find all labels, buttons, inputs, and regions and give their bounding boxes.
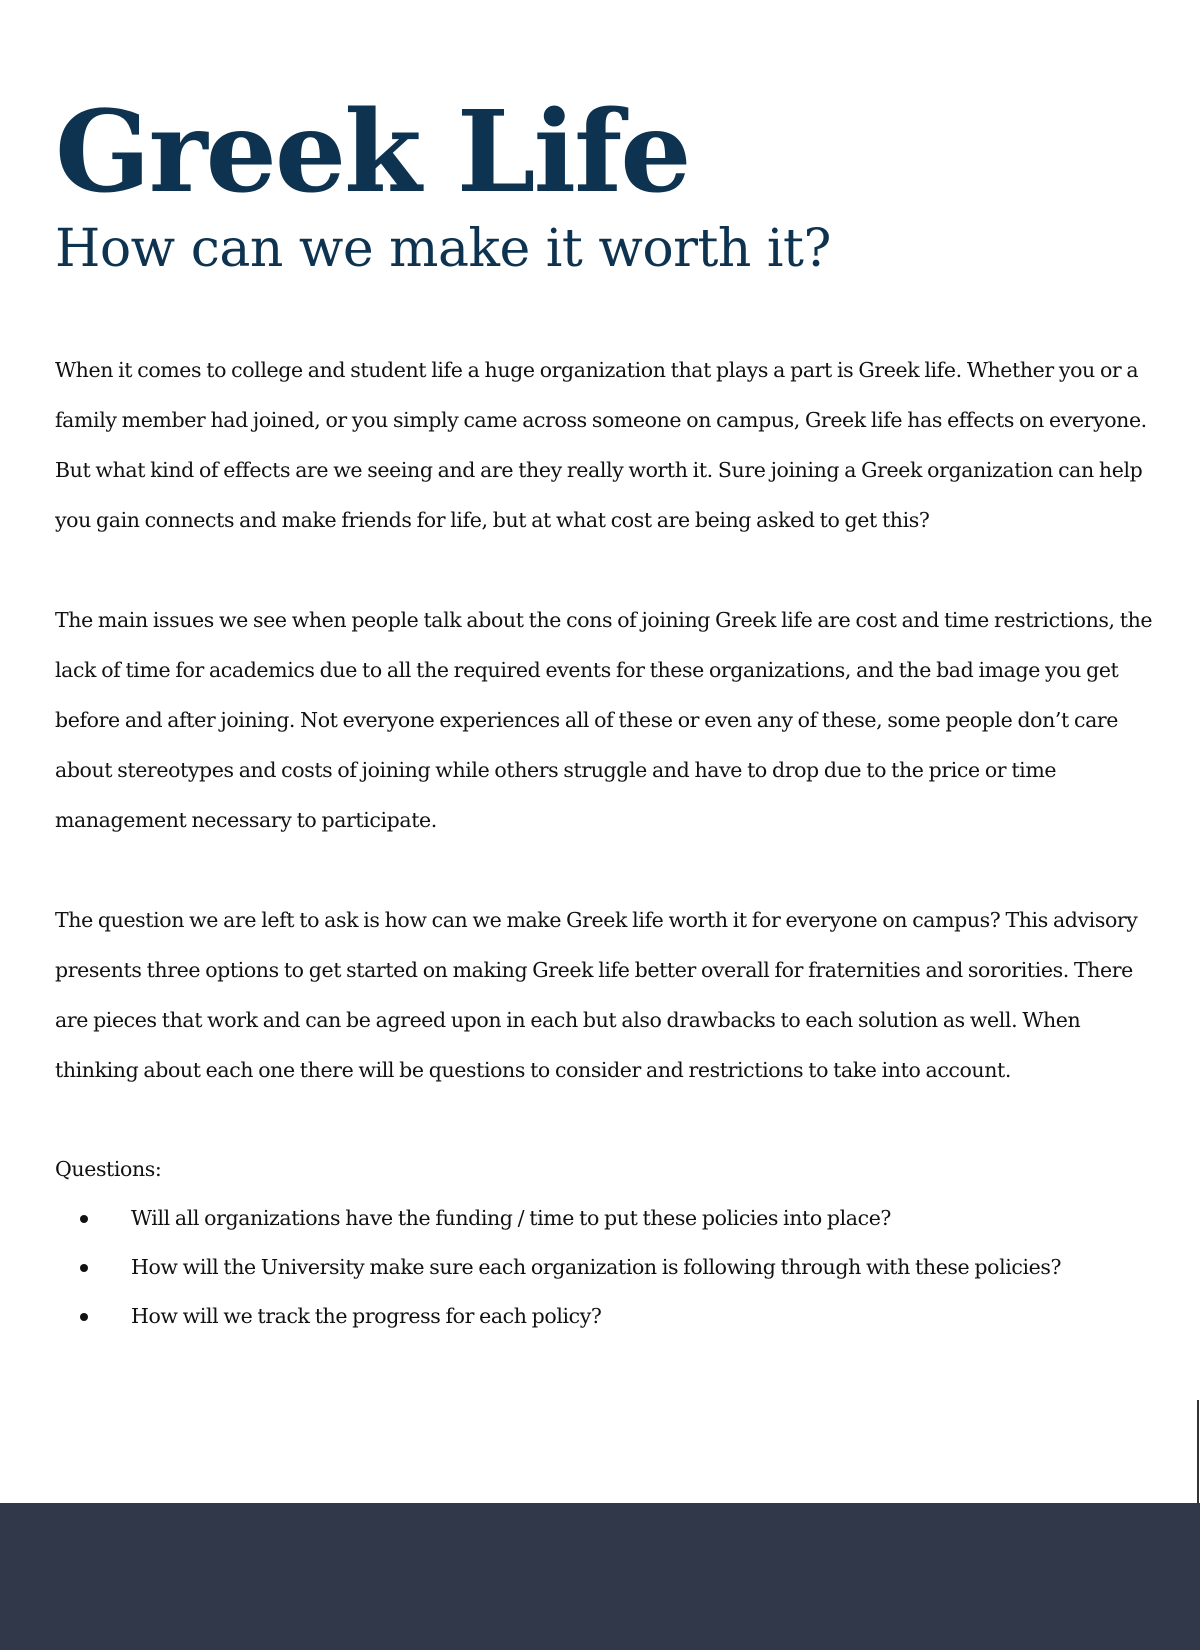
- page-edge-divider: [1197, 1400, 1199, 1503]
- questions-list: [55, 1193, 1165, 1341]
- list-item: [55, 1242, 1165, 1292]
- questions-label: Questions:: [55, 1157, 162, 1181]
- question-text: How will the University make sure each organization is following through with these policies?: [131, 1255, 1062, 1279]
- document-content: [55, 87, 1165, 1341]
- page-subtitle: How can we make it worth it?: [55, 219, 831, 279]
- page-title: Greek Life: [55, 87, 690, 218]
- bullet-icon: [80, 1215, 88, 1223]
- bullet-icon: [80, 1313, 88, 1321]
- list-item: [55, 1291, 1165, 1341]
- bullet-icon: [80, 1264, 88, 1272]
- question-text: Will all organizations have the funding / time to put these policies into place?: [131, 1206, 892, 1230]
- question-text: How will we track the progress for each policy?: [131, 1304, 602, 1328]
- paragraph-issues: The main issues we see when people talk about the cons of joining Greek life are cost and time restrictions, the lack of time for academics due to all the required events for these organizations, and the bad image you get before and after joining. Not everyone experiences all of these or even any of these, some people don’t care about stereotypes and costs of joining while others struggle and have to drop due to the price or time management necessary to participate.: [55, 608, 1153, 832]
- paragraph-question: The question we are left to ask is how can we make Greek life worth it for everyone on campus? This advisory presents three options to get started on making Greek life better overall for fraternities and sororities. There are pieces that work and can be agreed upon in each but also drawbacks to each solution as well. When thinking about each one there will be questions to consider and restrictions to take into account.: [55, 908, 1138, 1082]
- footer-bar: [0, 1503, 1200, 1650]
- paragraph-intro: When it comes to college and student life a huge organization that plays a part is Greek life. Whether you or a family member had joined, or you simply came across someone on campus, Greek life has effects on everyone. But what kind of effects are we seeing and are they really worth it. Sure joining a Greek organization can help you gain connects and make friends for life, but at what cost are being asked to get this?: [55, 358, 1147, 532]
- body-paragraphs: [55, 345, 1165, 1095]
- list-item: [55, 1193, 1165, 1243]
